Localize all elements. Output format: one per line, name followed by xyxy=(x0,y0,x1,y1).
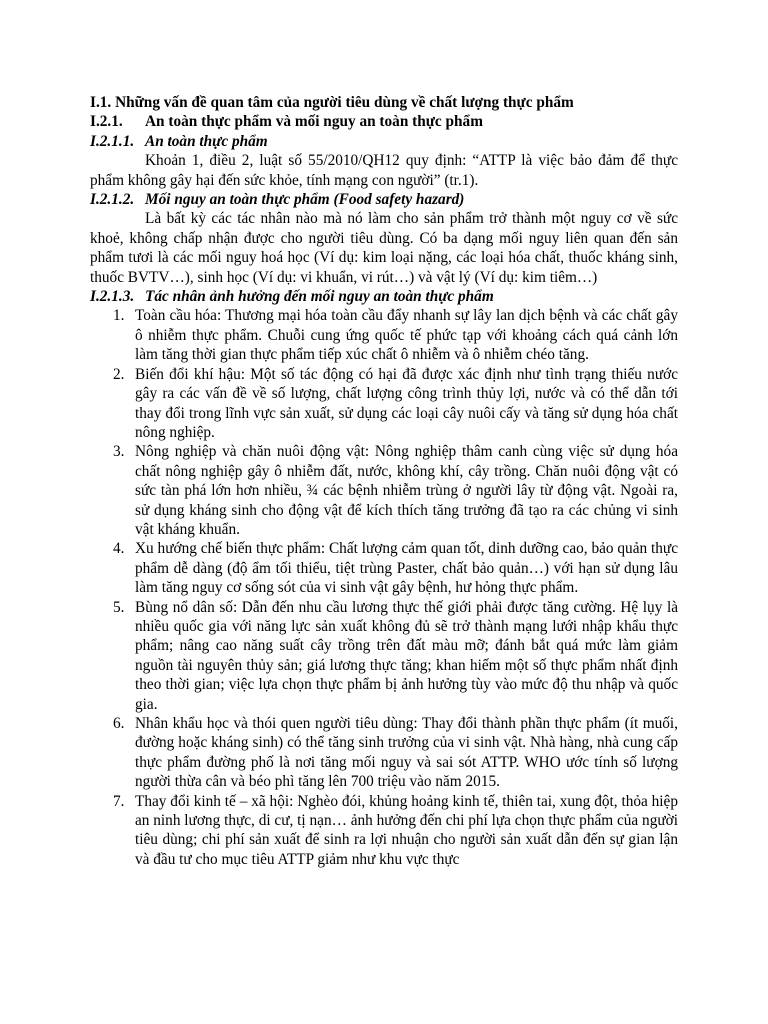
list-item-text: Nông nghiệp và chăn nuôi động vật: Nông nghiệp thâm canh cùng việc sử dụng hóa chất nông nghiệp gây ô nhiễm đất, nước, không khí, cây trồng. Chăn nuôi động vật có sức tàn phá lớn hơn nhiều, ¾ các bệnh nhiễm trùng ở người lây từ động vật. Ngoài ra, sử dụng kháng sinh cho động vật để kích thích tăng trưởng đã tạo ra các chủng vi sinh vật kháng khuẩn. xyxy=(135,443,678,538)
list-item xyxy=(90,365,678,443)
list-item-text: Nhân khẩu học và thói quen người tiêu dùng: Thay đổi thành phần thực phẩm (ít muối, đường hoặc kháng sinh) có thể tăng sinh trưởng của vi sinh vật. Nhà hàng, nhà cung cấp thực phẩm đường phố là nơi tăng mối nguy và sai sót ATTP. WHO ước tính số lượng người thừa cân và béo phì tăng lên 700 triệu vào năm 2015. xyxy=(135,715,678,791)
heading-2-title: An toàn thực phẩm và mối nguy an toàn thực phẩm xyxy=(145,113,483,131)
list-item-marker: 1. xyxy=(113,307,125,325)
list-item-marker: 4. xyxy=(113,540,125,558)
section-2-number: I.2.1.2. xyxy=(90,191,135,209)
heading-1: I.1. Những vấn đề quan tâm của người tiêu dùng về chất lượng thực phẩm xyxy=(90,94,574,111)
section-1-title: An toàn thực phẩm xyxy=(145,132,268,150)
list-item-marker: 2. xyxy=(113,365,125,383)
list-item xyxy=(90,714,678,792)
list-item-text: Toàn cầu hóa: Thương mại hóa toàn cầu đẩy nhanh sự lây lan dịch bệnh và các chất gây ô nhiễm thực phẩm. Chuỗi cung ứng quốc tế phức tạp với khoảng cách quá cảnh lớn làm tăng thời gian thực phẩm tiếp xúc chất ô nhiễm và ô nhiễm chéo tăng. xyxy=(135,307,678,364)
list-item xyxy=(90,442,678,539)
list-item-marker: 7. xyxy=(113,792,125,810)
section-2-paragraph: Là bất kỳ các tác nhân nào mà nó làm cho sản phẩm trở thành một nguy cơ về sức khoẻ, không chấp nhận được cho người tiêu dùng. Có ba dạng mối nguy liên quan đến sản phẩm tươi là các mối nguy hoá học (Ví dụ: kim loại nặng, các loại hóa chất, thuốc kháng sinh, thuốc BVTV…), sinh học (Ví dụ: vi khuẩn, vi rút…) và vật lý (Ví dụ: kim tiêm…) xyxy=(90,210,678,286)
list-item-marker: 3. xyxy=(113,443,125,461)
list-item-text: Xu hướng chế biến thực phẩm: Chất lượng cảm quan tốt, dinh dưỡng cao, bảo quản thực phẩm dễ dàng (độ ẩm tối thiểu, tiệt trùng Paster, chất bảo quản…) với hạn sử dụng lâu làm tăng nguy cơ sống sót của vi sinh vật gây bệnh, hư hỏng thực phẩm. xyxy=(135,540,678,597)
section-2-heading xyxy=(90,190,678,209)
section-3-heading xyxy=(90,287,678,306)
section-3-number: I.2.1.3. xyxy=(90,288,135,306)
list-item xyxy=(90,598,678,714)
list-item-marker: 5. xyxy=(113,598,125,616)
section-1-heading xyxy=(90,132,678,151)
list-item-marker: 6. xyxy=(113,715,125,732)
heading-2 xyxy=(90,112,678,131)
section-1-number: I.2.1.1. xyxy=(90,132,135,150)
document-page xyxy=(90,93,678,869)
factor-list xyxy=(90,306,678,869)
list-item xyxy=(90,306,678,364)
section-3-title: Tác nhân ảnh hưởng đến mối nguy an toàn thực phẩm xyxy=(145,288,494,306)
list-item xyxy=(90,539,678,597)
list-item-text: Thay đổi kinh tế – xã hội: Nghèo đói, khủng hoảng kinh tế, thiên tai, xung đột, thỏa hiệp an ninh lương thực, di cư, tị nạn… ảnh hưởng đến chi phí lựa chọn thực phẩm của người tiêu dùng; chi phí sản xuất để sinh ra lợi nhuận cho người sản xuất dẫn đến sự gian lận và đầu tư cho mục tiêu ATTP giảm như khu vực thực xyxy=(135,792,678,868)
list-item-text: Biến đổi khí hậu: Một số tác động có hại đã được xác định như tình trạng thiếu nước gây ra các vấn đề về số lượng, chất lượng công trình thủy lợi, nước và có thể dẫn tới thay đổi trong lĩnh vực sản xuất, sử dụng các loại cây nuôi cấy và tăng sử dụng hóa chất nông nghiệp. xyxy=(135,365,678,441)
list-item xyxy=(90,792,678,870)
section-2-title: Mối nguy an toàn thực phẩm (Food safety hazard) xyxy=(145,191,465,209)
section-1-paragraph: Khoản 1, điều 2, luật số 55/2010/QH12 quy định: “ATTP là việc bảo đảm để thực phẩm không gây hại đến sức khỏe, tính mạng con người” (tr.1). xyxy=(90,152,678,189)
heading-2-number: I.2.1. xyxy=(90,113,123,131)
list-item-text: Bùng nổ dân số: Dẫn đến nhu cầu lương thực thế giới phải được tăng cường. Hệ lụy là nhiều quốc gia với năng lực sản xuất không đủ sẽ trở thành mạng lưới nhập khẩu thực phẩm; nâng cao năng suất cây trồng trên đất màu mỡ; đánh bắt quá mức làm giảm nguồn tài nguyên thủy sản; giá lương thực tăng; khan hiếm một số thực phẩm nhất định theo thời gian; việc lựa chọn thực phẩm bị ảnh hưởng tùy vào mức độ thu nhập và quốc gia. xyxy=(135,598,678,713)
